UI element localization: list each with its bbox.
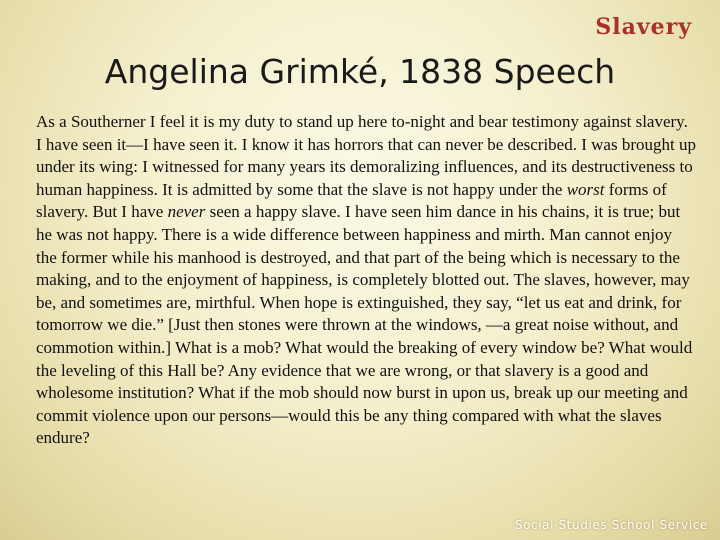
quote-text-2: forms of slavery. But I have bbox=[36, 179, 667, 222]
publisher-footer: Social Studies School Service bbox=[514, 518, 708, 532]
quote-text-1: As a Southerner I feel it is my duty to stand up here to-night and bear testimony against slavery. I have seen it—I have seen it. I know it has horrors that can never be described. I was brought up under its wing: I witnessed for many years its demoralizing influences, and its destructiveness to human happiness. It is admitted by some that the slave is not happy under the bbox=[36, 112, 696, 199]
quote-text-3: seen a happy slave. I have seen him dance in his chains, it is true; but he was not happy. There is a wide difference between happiness and mirth. Man cannot enjoy the former while his manhood is destroyed, and that part of the being which is necessary to the making, and to the enjoyment of happiness, is completely blotted out. The slaves, however, may be, and sometimes are, mirthful. When hope is extinguished, they say, “let us eat and drink, for tomorrow we die.” [Just then stones were thrown at the windows, —a great noise without, and commotion within.] What is a mob? What would the breaking of every window be? What would the leveling of this Hall be? Any evidence that we are wrong, or that slavery is a good and wholesome institution? What if the mob should now burst in upon us, break up our meeting and commit violence upon our persons—would this be any thing compared with what the slaves endure? bbox=[36, 202, 693, 448]
slide-title: Angelina Grimké, 1838 Speech bbox=[104, 52, 616, 91]
quote-emphasis-never: never bbox=[167, 202, 206, 222]
topic-label: Slavery bbox=[595, 14, 692, 40]
quote-emphasis-worst: worst bbox=[566, 179, 605, 199]
speech-quote bbox=[36, 111, 696, 450]
